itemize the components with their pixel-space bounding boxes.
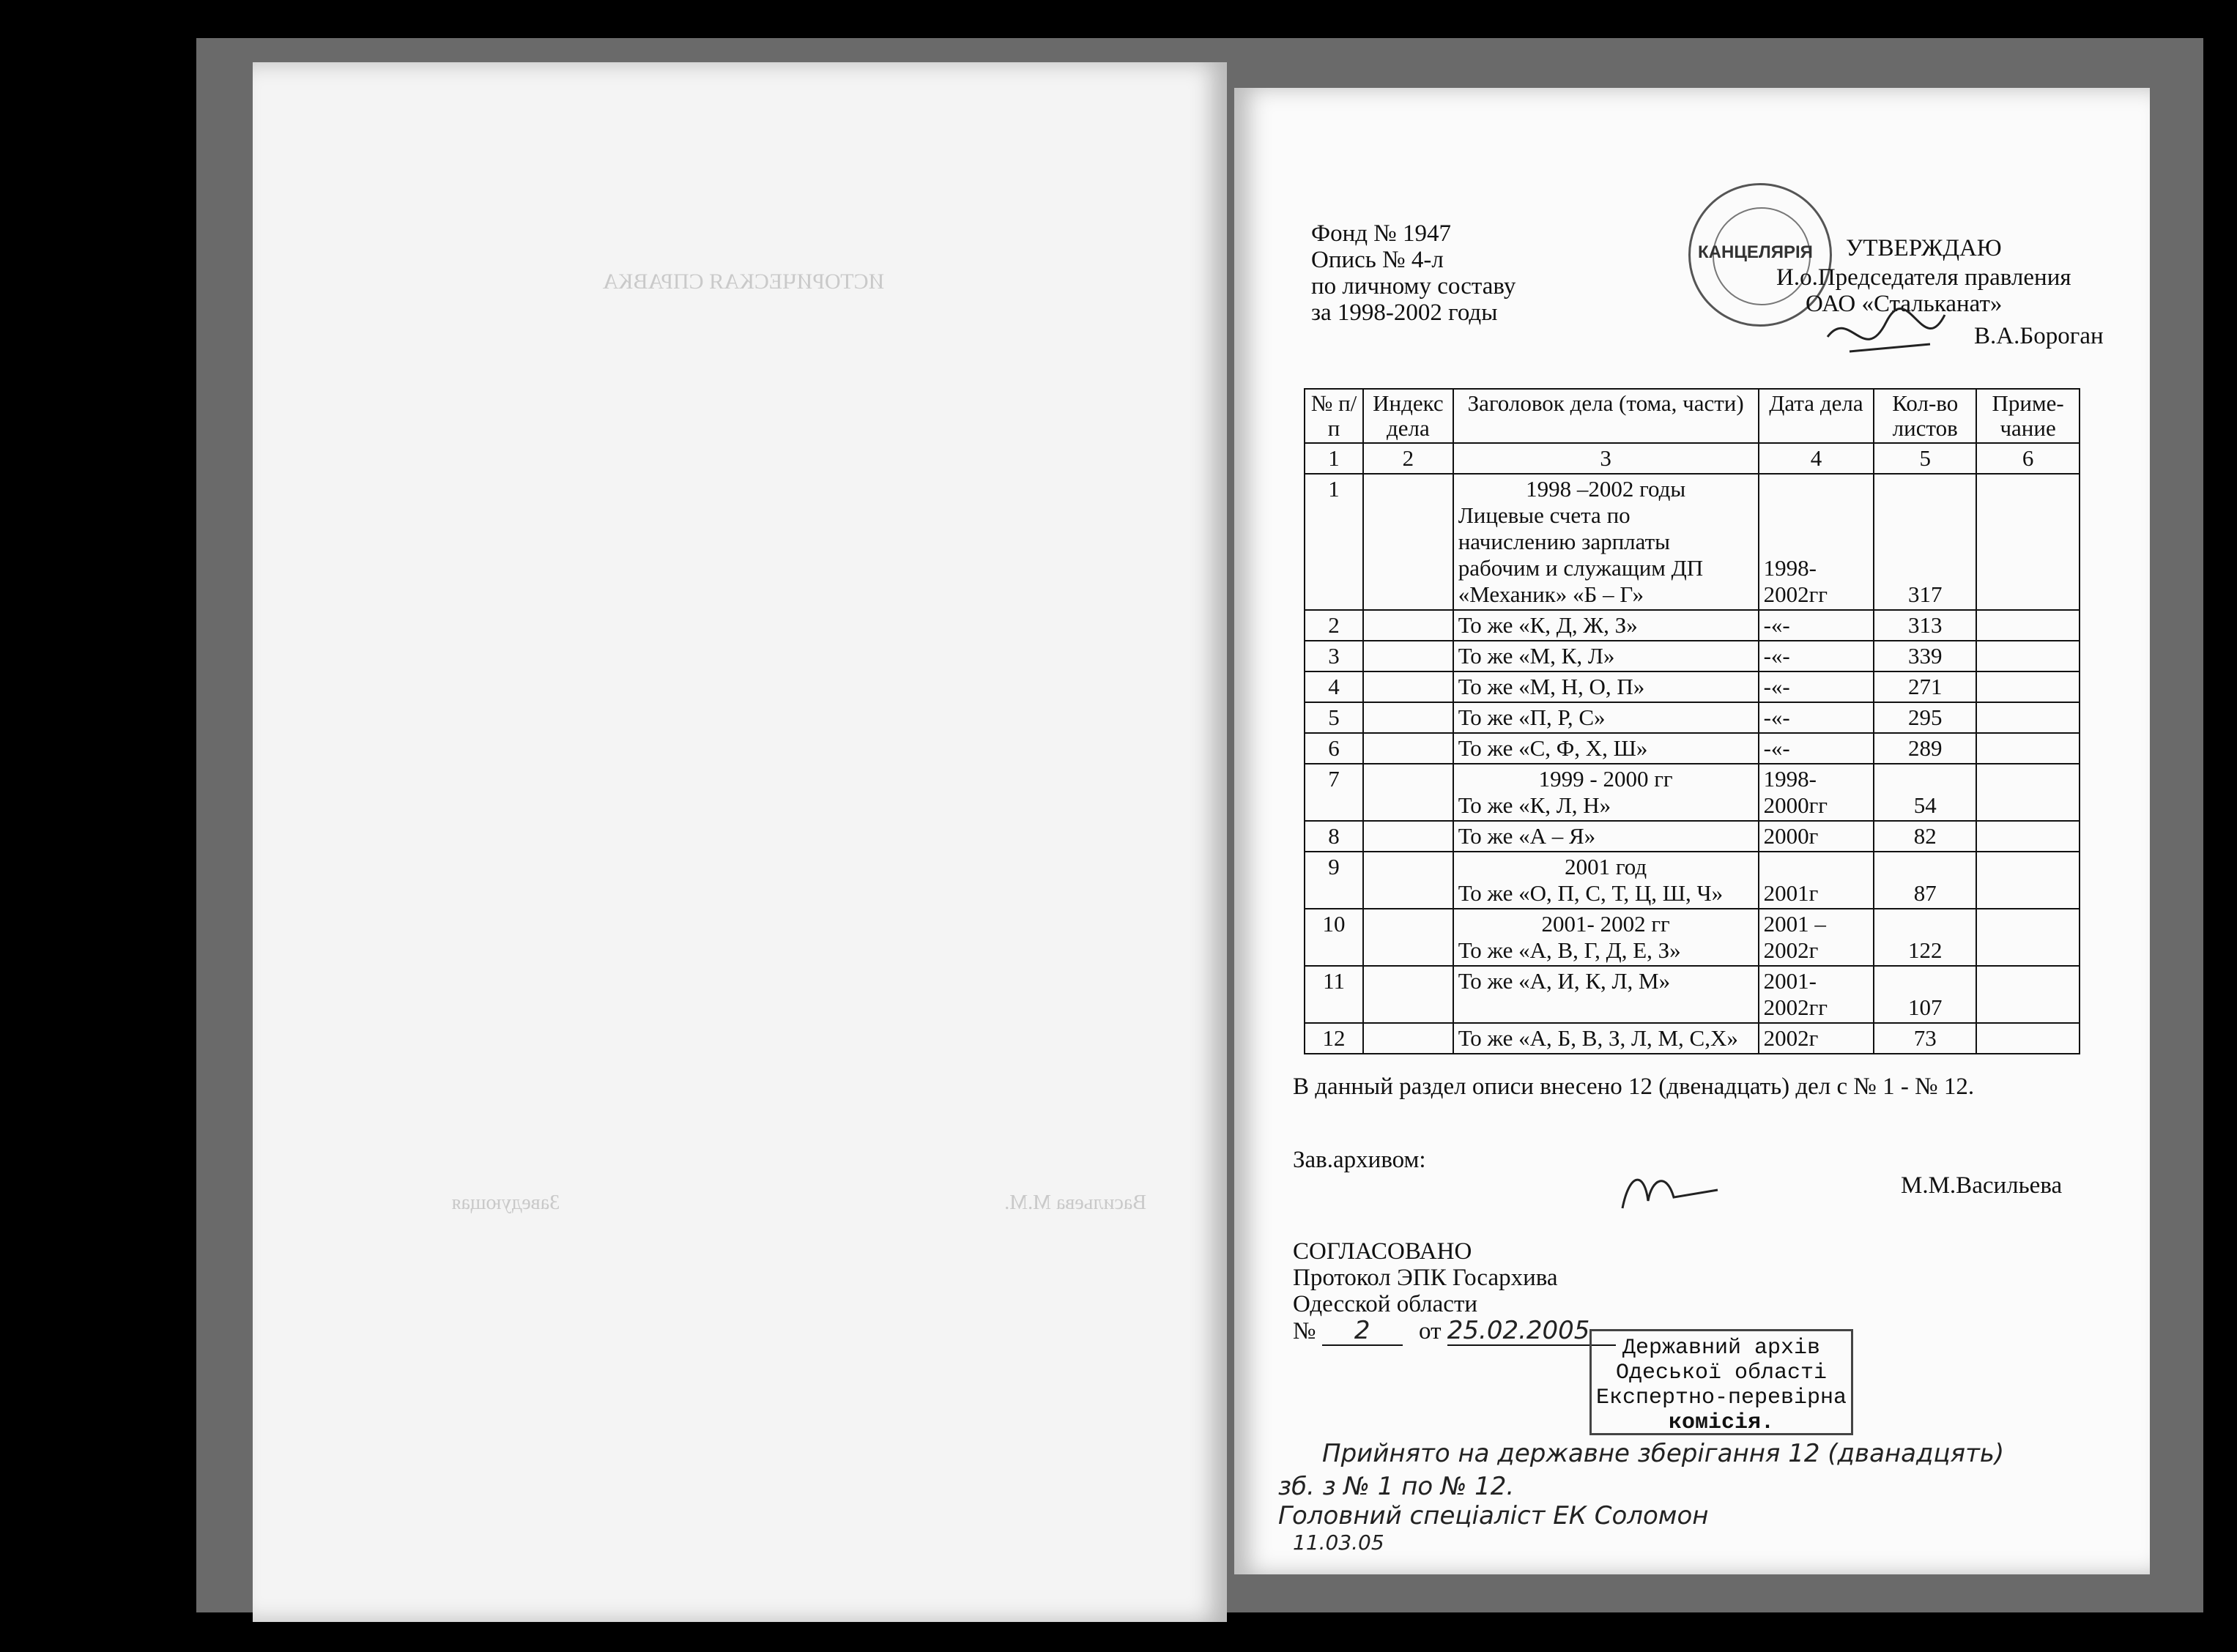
row-index-cell bbox=[1363, 671, 1453, 702]
agreed-date-label: от bbox=[1419, 1318, 1442, 1344]
row-title: То же «К, Д, Ж, З» bbox=[1458, 612, 1638, 638]
table-header-row bbox=[1305, 389, 2080, 443]
opis-scope: по личному составу bbox=[1311, 273, 1516, 299]
summary-text: В данный раздел описи внесено 12 (двенадцать) дел с № 1 - № 12. bbox=[1293, 1074, 1975, 1100]
agreed-protocol: Протокол ЭПК Госархива bbox=[1293, 1265, 1558, 1291]
row-index-cell bbox=[1363, 764, 1453, 821]
row-sheets-cell: 73 bbox=[1874, 1023, 1976, 1054]
approval-name: В.А.Бороган bbox=[1974, 323, 2104, 349]
row-title-cell bbox=[1453, 764, 1759, 821]
row-title: То же «О, П, С, Т, Ц, Ш, Ч» bbox=[1458, 880, 1724, 906]
table-row bbox=[1305, 671, 2080, 702]
row-index-cell bbox=[1363, 702, 1453, 733]
left-page-heading: ИСТОРИЧЕСКАЯ СПРАВКА bbox=[602, 269, 885, 294]
row-index-cell bbox=[1363, 474, 1453, 610]
left-page-signature bbox=[341, 1190, 1146, 1216]
row-date-cell: -«- bbox=[1759, 671, 1874, 702]
row-number-cell: 2 bbox=[1305, 610, 1363, 641]
archive-stamp-line: Одеської області bbox=[1615, 1361, 1828, 1385]
row-sheets-cell: 289 bbox=[1874, 733, 1976, 764]
left-page-signature-label: Заведующая bbox=[451, 1191, 560, 1214]
row-date-cell: 1998-2000гг bbox=[1759, 764, 1874, 821]
agreed-region: Одесской области bbox=[1293, 1291, 1478, 1317]
row-date-cell: -«- bbox=[1759, 702, 1874, 733]
handwritten-line-1: Прийнято на державне зберігання 12 (дванадцять) bbox=[1322, 1439, 2005, 1468]
row-note-cell bbox=[1976, 474, 2080, 610]
approval-position-2: ОАО «Стальканат» bbox=[1806, 291, 2003, 317]
row-index-cell bbox=[1363, 610, 1453, 641]
row-title: То же «А, В, Г, Д, Е, З» bbox=[1458, 937, 1681, 963]
row-sheets-cell: 295 bbox=[1874, 702, 1976, 733]
row-number-cell: 5 bbox=[1305, 702, 1363, 733]
archive-stamp-line: Державний архів bbox=[1622, 1336, 1821, 1361]
table-row bbox=[1305, 474, 2080, 610]
row-title-cell bbox=[1453, 909, 1759, 966]
handwritten-line-3: Головний спеціаліст ЕК Соломон bbox=[1278, 1501, 1709, 1530]
column-header: Кол-во листов bbox=[1874, 389, 1976, 443]
row-note-cell bbox=[1976, 821, 2080, 852]
agreed-date-value: 25.02.2005 bbox=[1447, 1317, 1616, 1346]
row-index-cell bbox=[1363, 733, 1453, 764]
row-number-cell: 1 bbox=[1305, 474, 1363, 610]
row-title: То же «А – Я» bbox=[1458, 823, 1596, 849]
table-row bbox=[1305, 641, 2080, 671]
row-date-cell: -«- bbox=[1759, 733, 1874, 764]
row-title: То же «П, Р, С» bbox=[1458, 704, 1606, 730]
column-number: 1 bbox=[1305, 443, 1363, 474]
column-number: 5 bbox=[1874, 443, 1976, 474]
row-note-cell bbox=[1976, 733, 2080, 764]
row-title-group: 1999 - 2000 гг bbox=[1538, 766, 1673, 792]
left-page-signature-name: Васильева М.М. bbox=[1004, 1191, 1146, 1214]
table-row bbox=[1305, 702, 2080, 733]
row-date-cell: 2001 – 2002г bbox=[1759, 909, 1874, 966]
row-note-cell bbox=[1976, 671, 2080, 702]
row-number-cell: 12 bbox=[1305, 1023, 1363, 1054]
row-title-cell bbox=[1453, 641, 1759, 671]
row-index-cell bbox=[1363, 1023, 1453, 1054]
approval-position-1: И.о.Председателя правления bbox=[1776, 264, 2071, 291]
agreed-number-value: 2 bbox=[1322, 1317, 1403, 1346]
column-number: 6 bbox=[1976, 443, 2080, 474]
row-number-cell: 6 bbox=[1305, 733, 1363, 764]
approval-title: УТВЕРЖДАЮ bbox=[1846, 235, 2002, 261]
row-sheets-cell: 317 bbox=[1874, 474, 1976, 610]
row-title-cell bbox=[1453, 474, 1759, 610]
column-header: № п/п bbox=[1305, 389, 1363, 443]
table-row bbox=[1305, 733, 2080, 764]
table-row bbox=[1305, 909, 2080, 966]
row-date-cell: 2001-2002гг bbox=[1759, 966, 1874, 1023]
round-stamp-text: КАНЦЕЛЯРІЯ bbox=[1698, 242, 1813, 262]
row-date-cell: 2000г bbox=[1759, 821, 1874, 852]
row-note-cell bbox=[1976, 852, 2080, 909]
row-index-cell bbox=[1363, 821, 1453, 852]
row-title-group: 2001 год bbox=[1565, 854, 1647, 879]
column-number-row bbox=[1305, 443, 2080, 474]
row-title: То же «А, И, К, Л, М» bbox=[1458, 968, 1671, 994]
right-page bbox=[1234, 88, 2150, 1574]
row-index-cell bbox=[1363, 909, 1453, 966]
row-title: То же «С, Ф, Х, Ш» bbox=[1458, 735, 1648, 761]
row-sheets-cell: 82 bbox=[1874, 821, 1976, 852]
table-row bbox=[1305, 852, 2080, 909]
row-title: То же «К, Л, Н» bbox=[1458, 792, 1611, 818]
fond-number: Фонд № 1947 bbox=[1311, 220, 1452, 247]
agreed-title: СОГЛАСОВАНО bbox=[1293, 1238, 1472, 1265]
row-number-cell: 11 bbox=[1305, 966, 1363, 1023]
column-number: 3 bbox=[1453, 443, 1759, 474]
row-title: То же «М, К, Л» bbox=[1458, 643, 1615, 669]
approval-signature bbox=[1820, 293, 1967, 381]
row-title: То же «А, Б, В, З, Л, М, С,Х» bbox=[1458, 1025, 1738, 1051]
row-title-group: 2001- 2002 гг bbox=[1541, 911, 1670, 937]
column-header: Дата дела bbox=[1759, 389, 1874, 443]
table-row bbox=[1305, 966, 2080, 1023]
row-note-cell bbox=[1976, 610, 2080, 641]
row-note-cell bbox=[1976, 966, 2080, 1023]
row-date-cell: 1998-2002гг bbox=[1759, 474, 1874, 610]
row-title-cell bbox=[1453, 733, 1759, 764]
row-number-cell: 8 bbox=[1305, 821, 1363, 852]
column-header: Приме-чание bbox=[1976, 389, 2080, 443]
row-title: То же «М, Н, О, П» bbox=[1458, 674, 1645, 699]
column-header: Заголовок дела (тома, части) bbox=[1453, 389, 1759, 443]
row-date-cell: 2002г bbox=[1759, 1023, 1874, 1054]
table-row bbox=[1305, 610, 2080, 641]
archive-stamp bbox=[1589, 1329, 1853, 1435]
opis-number: Опись № 4-л bbox=[1311, 247, 1444, 273]
table-row bbox=[1305, 821, 2080, 852]
handwritten-line-2: зб. з № 1 по № 12. bbox=[1278, 1472, 1515, 1501]
column-number: 2 bbox=[1363, 443, 1453, 474]
row-sheets-cell: 313 bbox=[1874, 610, 1976, 641]
row-title-cell bbox=[1453, 702, 1759, 733]
agreed-number-label: № bbox=[1293, 1318, 1316, 1344]
row-number-cell: 4 bbox=[1305, 671, 1363, 702]
row-title-cell bbox=[1453, 852, 1759, 909]
row-title: Лицевые счета по начислению зарплаты рабочим и служащим ДП «Механик» «Б – Г» bbox=[1458, 502, 1704, 607]
archivist-label: Зав.архивом: bbox=[1293, 1147, 1426, 1173]
row-sheets-cell: 87 bbox=[1874, 852, 1976, 909]
row-note-cell bbox=[1976, 702, 2080, 733]
row-title-cell bbox=[1453, 966, 1759, 1023]
row-title-cell bbox=[1453, 1023, 1759, 1054]
agreed-number-line bbox=[1293, 1317, 1616, 1346]
archivist-name: М.М.Васильева bbox=[1901, 1172, 2063, 1199]
row-index-cell bbox=[1363, 641, 1453, 671]
archive-stamp-line: Експертно-перевірна bbox=[1595, 1385, 1847, 1410]
row-sheets-cell: 107 bbox=[1874, 966, 1976, 1023]
table-row bbox=[1305, 764, 2080, 821]
row-title-group: 1998 –2002 годы bbox=[1526, 476, 1686, 502]
row-number-cell: 10 bbox=[1305, 909, 1363, 966]
opis-years: за 1998-2002 годы bbox=[1311, 299, 1498, 326]
row-title-cell bbox=[1453, 821, 1759, 852]
row-sheets-cell: 54 bbox=[1874, 764, 1976, 821]
row-date-cell: 2001г bbox=[1759, 852, 1874, 909]
row-title-cell bbox=[1453, 610, 1759, 641]
row-note-cell bbox=[1976, 909, 2080, 966]
row-date-cell: -«- bbox=[1759, 610, 1874, 641]
row-sheets-cell: 271 bbox=[1874, 671, 1976, 702]
row-note-cell bbox=[1976, 764, 2080, 821]
inventory-table bbox=[1304, 388, 2080, 1054]
archivist-signature bbox=[1615, 1157, 1732, 1223]
archive-stamp-line: комісія. bbox=[1668, 1410, 1775, 1435]
row-number-cell: 3 bbox=[1305, 641, 1363, 671]
row-sheets-cell: 339 bbox=[1874, 641, 1976, 671]
row-number-cell: 9 bbox=[1305, 852, 1363, 909]
left-page bbox=[253, 62, 1227, 1622]
row-note-cell bbox=[1976, 1023, 2080, 1054]
row-date-cell: -«- bbox=[1759, 641, 1874, 671]
table-row bbox=[1305, 1023, 2080, 1054]
row-index-cell bbox=[1363, 852, 1453, 909]
row-index-cell bbox=[1363, 966, 1453, 1023]
column-number: 4 bbox=[1759, 443, 1874, 474]
handwritten-line-4: 11.03.05 bbox=[1293, 1530, 1384, 1555]
row-title-cell bbox=[1453, 671, 1759, 702]
row-sheets-cell: 122 bbox=[1874, 909, 1976, 966]
row-number-cell: 7 bbox=[1305, 764, 1363, 821]
row-note-cell bbox=[1976, 641, 2080, 671]
column-header: Индекс дела bbox=[1363, 389, 1453, 443]
